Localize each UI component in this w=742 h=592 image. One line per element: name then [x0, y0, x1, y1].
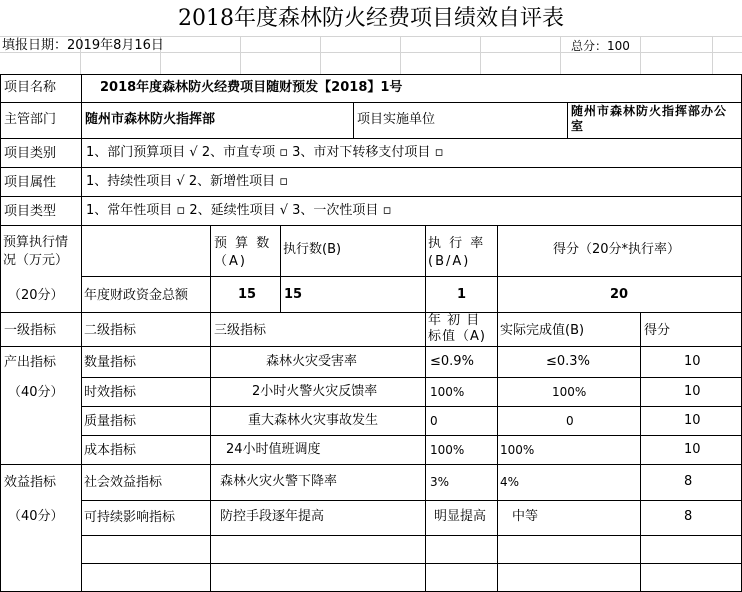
row-1-target: ≤0.9% — [430, 354, 474, 369]
row-3-l3: 重大森林火灾事故发生 — [248, 413, 379, 428]
row-6-score: 8 — [684, 509, 693, 524]
col-exec: 执行数(B) — [283, 242, 342, 257]
exec-value: 15 — [284, 287, 303, 302]
row-2-actual: 100% — [552, 385, 587, 399]
row-6-actual: 中等 — [512, 509, 539, 524]
col-target: 年 初 目 标值（A) — [428, 313, 486, 344]
row-2-score: 10 — [684, 384, 701, 399]
row-6-l2: 可持续影响指标 — [84, 510, 176, 525]
col-l1: 一级指标 — [4, 323, 57, 338]
row-5-actual: 4% — [500, 475, 520, 489]
col-score: 得分（20分*执行率） — [553, 242, 681, 257]
row-4-l3: 24小时值班调度 — [226, 442, 321, 457]
col-score-ind: 得分 — [644, 323, 671, 338]
budget-value: 15 — [238, 287, 257, 302]
impl-value: 随州市森林防火指挥部办公室 — [571, 104, 728, 133]
row-2-l3: 2小时火警火灾反馈率 — [252, 384, 378, 399]
rate-value: 1 — [457, 287, 467, 302]
category-label: 项目类别 — [4, 146, 57, 161]
row-4-score: 10 — [684, 442, 701, 457]
row-3-target: 0 — [430, 414, 438, 428]
col-budget: 预 算 数（A) — [214, 236, 272, 269]
budget-label: 预算执行情况（万元） — [3, 235, 69, 268]
row-3-l2: 质量指标 — [84, 414, 137, 429]
row-2-target: 100% — [430, 385, 465, 399]
row-5-l3: 森林火灾火警下降率 — [220, 474, 338, 489]
benefit-label: 效益指标 — [4, 475, 57, 490]
budget-score-label: （20分） — [8, 288, 64, 303]
dept-value: 随州市森林防火指挥部 — [85, 112, 216, 127]
output-score-label: （40分） — [8, 385, 64, 400]
row-3-actual: 0 — [566, 414, 574, 428]
row-1-score: 10 — [684, 354, 701, 369]
row-6-l3: 防控手段逐年提高 — [220, 509, 325, 524]
type-value: 1、常年性项目 ▫ 2、延续性项目 √ 3、一次性项目 ▫ — [86, 203, 392, 218]
row-4-target: 100% — [430, 443, 465, 457]
page-title: 2018年度森林防火经费项目绩效自评表 — [178, 6, 564, 31]
row-4-l2: 成本指标 — [84, 443, 137, 458]
type-label: 项目类型 — [4, 204, 57, 219]
row-5-score: 8 — [684, 474, 693, 489]
row-1-l2: 数量指标 — [84, 355, 137, 370]
fill-date: 填报日期：2019年8月16日 — [2, 38, 164, 53]
budget-row-label: 年度财政资金总额 — [84, 288, 189, 303]
col-l2: 二级指标 — [84, 323, 137, 338]
output-label: 产出指标 — [4, 355, 57, 370]
row-5-target: 3% — [430, 475, 450, 489]
row-1-actual: ≤0.3% — [546, 354, 590, 369]
benefit-score-label: （40分） — [8, 509, 64, 524]
col-l3: 三级指标 — [214, 323, 267, 338]
dept-label: 主管部门 — [4, 112, 57, 127]
category-value: 1、部门预算项目 √ 2、市直专项 ▫ 3、市对下转移支付项目 ▫ — [86, 145, 444, 160]
row-5-l2: 社会效益指标 — [84, 475, 163, 490]
col-rate: 执 行 率(B/A) — [428, 236, 486, 269]
row-4-actual: 100% — [500, 443, 535, 457]
impl-label: 项目实施单位 — [357, 112, 436, 127]
project-name: 2018年度森林防火经费项目随财预发【2018】1号 — [100, 80, 403, 95]
attribute-value: 1、持续性项目 √ 2、新增性项目 ▫ — [86, 174, 289, 189]
score-value: 20 — [610, 287, 629, 302]
project-name-label: 项目名称 — [4, 80, 57, 95]
row-1-l3: 森林火灾受害率 — [266, 354, 358, 369]
attribute-label: 项目属性 — [4, 175, 57, 190]
row-3-score: 10 — [684, 413, 701, 428]
row-6-target: 明显提高 — [434, 509, 487, 524]
row-2-l2: 时效指标 — [84, 385, 137, 400]
col-actual: 实际完成值(B) — [500, 323, 585, 338]
total-score: 总分：100 — [571, 39, 630, 53]
